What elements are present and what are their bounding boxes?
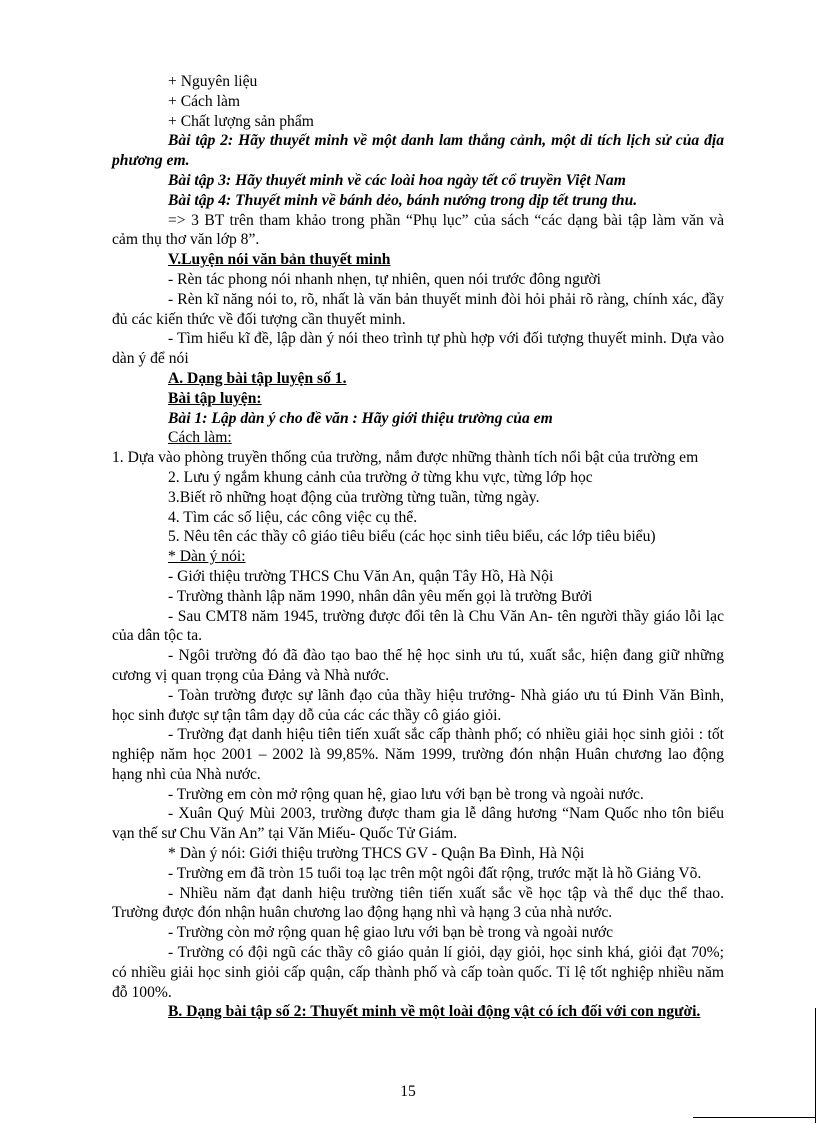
- section-heading: A. Dạng bài tập luyện số 1.: [168, 369, 347, 387]
- paragraph: 4. Tìm các số liệu, các công việc cụ thể.: [168, 508, 418, 526]
- exercise-heading: Bài 1: Lập dàn ý cho đề văn : Hãy giới thiệu trường của em: [168, 409, 553, 427]
- method-label: Cách làm:: [168, 429, 232, 447]
- page-content: [112, 72, 724, 1022]
- note-paragraph: => 3 BT trên tham khảo trong phần “Phụ lục” của sách “các dạng bài tập làm văn và cảm thụ thơ văn lớp 8”.: [112, 211, 724, 249]
- exercise-heading: Bài tập 2: Hãy thuyết minh về một danh lam thắng cảnh, một di tích lịch sử của địa phương em.: [112, 132, 724, 170]
- paragraph: - Rèn kĩ năng nói to, rõ, nhất là văn bản thuyết minh đòi hỏi phải rõ ràng, chính xác, đầy đủ các kiến thức về đối tượng cần thuyết minh.: [112, 290, 724, 328]
- paragraph: 3.Biết rõ những hoạt động của trường từng tuần, từng ngày.: [168, 488, 540, 506]
- paragraph: - Ngôi trường đó đã đào tạo bao thế hệ học sinh ưu tú, xuất sắc, hiện đang giữ những cương vị quan trọng của Đảng và Nhà nước.: [112, 647, 724, 684]
- paragraph: - Trường có đội ngũ các thầy cô giáo quản lí giỏi, dạy giỏi, học sinh khá, giỏi đạt 70%; có nhiều giải học sinh giỏi cấp quận, cấp thành phố và cấp toàn quốc. Tỉ lệ tốt nghiệp nhiều năm đỗ 100%.: [112, 944, 724, 1001]
- paragraph: 2. Lưu ý ngắm khung cảnh của trường ở từng khu vực, từng lớp học: [168, 468, 593, 486]
- outline-label: * Dàn ý nói: Giới thiệu trường THCS GV - Quận Ba Đình, Hà Nội: [168, 845, 585, 863]
- section-heading: V.Luyện nói văn bản thuyết minh: [168, 251, 391, 269]
- exercise-heading: Bài tập 3: Hãy thuyết minh về các loài hoa ngày tết cổ truyền Việt Nam: [168, 171, 626, 189]
- paragraph: - Trường còn mở rộng quan hệ giao lưu với bạn bè trong và ngoài nước: [168, 924, 614, 942]
- list-item: + Chất lượng sản phẩm: [168, 112, 314, 130]
- corner-border-horizontal: [693, 1117, 816, 1118]
- section-heading: B. Dạng bài tập số 2: Thuyết minh về một loài động vật có ích đối với con người.: [168, 1003, 701, 1021]
- paragraph: - Trường em đã tròn 15 tuổi toạ lạc trên một ngôi đất rộng, trước mặt là hồ Giảng Võ.: [168, 864, 702, 882]
- paragraph: - Sau CMT8 năm 1945, trường được đổi tên là Chu Văn An- tên người thầy giáo lỗi lạc của dân tộc ta.: [112, 607, 724, 645]
- paragraph: - Trường em còn mở rộng quan hệ, giao lưu với bạn bè trong và ngoài nước.: [168, 785, 644, 803]
- paragraph: 1. Dựa vào phòng truyền thống của trường, nắm được những thành tích nổi bật của trường em: [112, 449, 699, 467]
- subsection-heading: Bài tập luyện:: [168, 389, 262, 407]
- list-item: + Cách làm: [168, 92, 241, 110]
- paragraph: 5. Nêu tên các thầy cô giáo tiêu biểu (các học sinh tiêu biểu, các lớp tiêu biểu): [168, 528, 656, 546]
- paragraph: - Nhiều năm đạt danh hiệu trường tiên tiến xuất sắc về học tập và thể dục thể thao. Trường được đón nhận huân chương lao động hạng nhì và hạng 3 của nhà nước.: [112, 884, 724, 922]
- paragraph: - Tìm hiểu kĩ đề, lập dàn ý nói theo trình tự phù hợp với đối tượng thuyết minh. Dựa vào dàn ý để nói: [112, 330, 724, 368]
- paragraph: - Toàn trường được sự lãnh đạo của thầy hiệu trưởng- Nhà giáo ưu tú Đinh Văn Bình, học sinh được sự tận tâm dạy dỗ của các các thầy cô giáo giỏi.: [112, 686, 724, 724]
- paragraph: - Xuân Quý Mùi 2003, trường được tham gia lễ dâng hương “Nam Quốc nho tôn biểu vạn thế sư Chu Văn An” tại Văn Miếu- Quốc Tử Giám.: [112, 805, 724, 843]
- exercise-heading: Bài tập 4: Thuyết minh về bánh dẻo, bánh nướng trong dịp tết trung thu.: [168, 191, 638, 209]
- page-number: 15: [400, 1083, 416, 1100]
- outline-label: * Dàn ý nói:: [168, 548, 246, 566]
- list-item: + Nguyên liệu: [168, 73, 258, 90]
- paragraph: - Trường đạt danh hiệu tiên tiến xuất sắc cấp thành phố; có nhiều giải học sinh giỏi : tốt nghiệp năm học 2001 – 2002 là 99,85%. Năm 1999, trường đón nhận Huân chương lao động hạng nhì của Nhà nước.: [112, 726, 724, 783]
- paragraph: - Trường thành lập năm 1990, nhân dân yêu mến gọi là trường Bưởi: [168, 587, 593, 605]
- paragraph: - Rèn tác phong nói nhanh nhẹn, tự nhiên, quen nói trước đông người: [168, 270, 601, 288]
- paragraph: - Giới thiệu trường THCS Chu Văn An, quận Tây Hồ, Hà Nội: [168, 567, 554, 585]
